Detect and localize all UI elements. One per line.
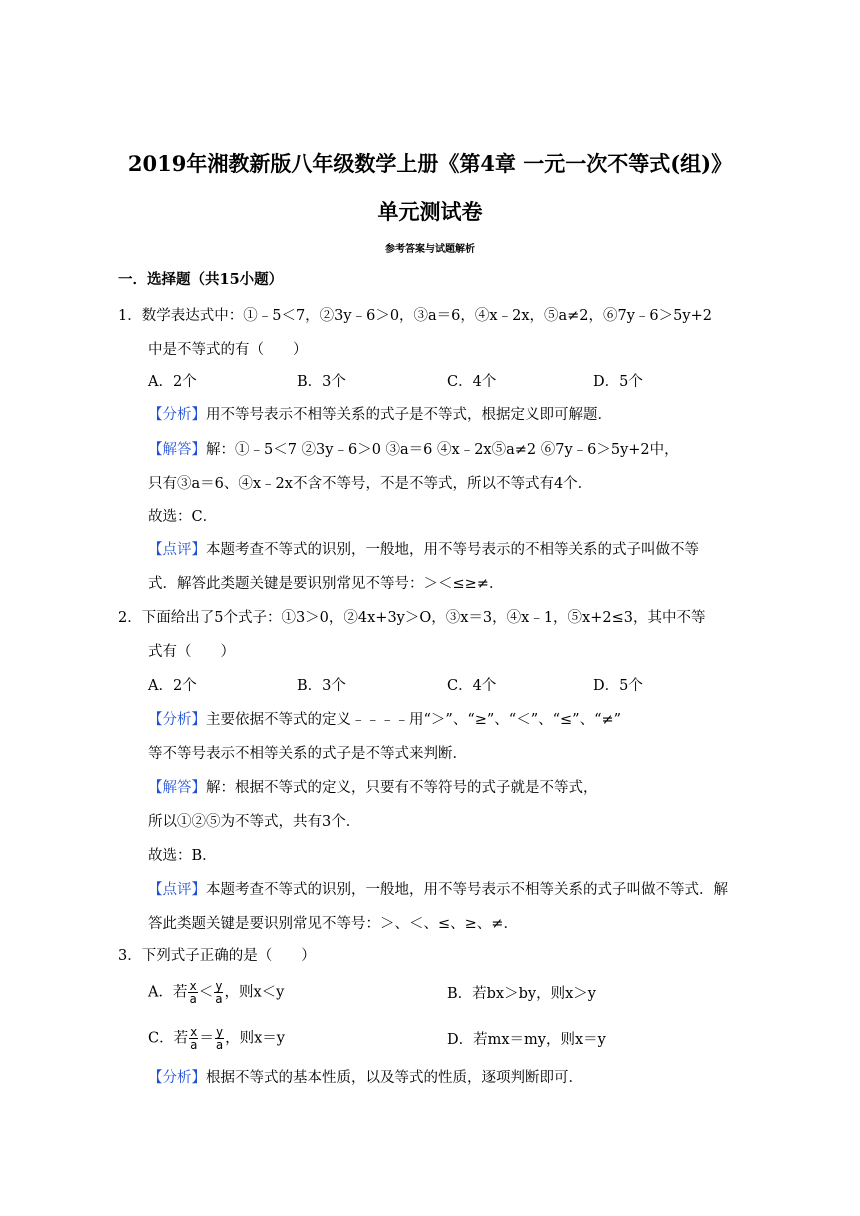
q1-choice: 故选：C． [148, 509, 218, 525]
fraction-denominator: a [190, 1038, 198, 1052]
q1-comment-line1 [148, 540, 699, 560]
document-subtitle: 参考答案与试题解析 [385, 244, 475, 255]
q3-option-b: B．若bx＞by，则x＞y [447, 986, 596, 1002]
q2-answer-line1 [148, 778, 598, 798]
q3-option-a [148, 980, 284, 1005]
q2-answer-line2: 所以①②⑤为不等式，共有3个． [148, 814, 361, 830]
q2-choice: 故选：B． [148, 848, 217, 864]
q3-analysis [148, 1068, 583, 1088]
q3-c-operator: ＝ [199, 1030, 214, 1047]
q3-option-d: D．若mx＝my，则x＝y [447, 1032, 606, 1048]
fraction-numerator: x [190, 1025, 198, 1039]
q3-c-suffix: ，则x＝y [225, 1030, 285, 1047]
q3-a-suffix: ，则x＜y [224, 984, 285, 1001]
q2-comment-line2: 答此类题关键是要识别常见不等号：＞、＜、≤、≥、≠． [148, 916, 518, 932]
q2-analysis-text1: 主要依据不等式的定义﹣﹣﹣﹣用“＞”、“≥”、“＜”、“≤”、“≠” [206, 712, 622, 728]
q2-stem-line2: 式有（ ） [148, 644, 235, 660]
fraction-denominator: a [215, 1038, 224, 1052]
q3-analysis-text: 根据不等式的基本性质，以及等式的性质，逐项判断即可． [206, 1070, 583, 1086]
analysis-tag: 【分析】 [148, 407, 206, 423]
q1-option-a: A．2个 [148, 374, 197, 390]
document-title-line2: 单元测试卷 [377, 199, 483, 224]
document-title-line1: 2019年湘教新版八年级数学上册《第4章 一元一次不等式(组)》 [127, 151, 733, 176]
q3-stem: 3．下列式子正确的是（ ） [118, 948, 316, 964]
q1-comment-text1: 本题考查不等式的识别，一般地，用不等号表示的不相等关系的式子叫做不等 [206, 542, 699, 558]
q2-option-d: D．5个 [593, 678, 643, 694]
q2-comment-line1 [148, 880, 728, 900]
q2-option-c: C．4个 [447, 678, 497, 694]
q1-stem-line2: 中是不等式的有（ ） [148, 342, 308, 358]
section-heading: 一．选择题（共15小题） [118, 271, 284, 288]
q2-option-a: A．2个 [148, 678, 197, 694]
q2-stem-line1: 2．下面给出了5个式子：①3＞0，②4x+3y＞O，③x＝3，④x﹣1，⑤x+2≤3，其中不等 [118, 610, 706, 626]
fraction [214, 980, 223, 1005]
fraction-numerator: x [189, 979, 197, 993]
q3-c-prefix: C．若 [148, 1030, 189, 1047]
fraction [188, 980, 197, 1005]
fraction-denominator: a [215, 992, 223, 1006]
q1-option-c: C．4个 [447, 374, 497, 390]
q1-answer-line1 [148, 440, 679, 460]
q1-option-d: D．5个 [593, 374, 643, 390]
answer-tag: 【解答】 [148, 442, 206, 458]
fraction [189, 1026, 198, 1051]
q2-option-b: B．3个 [297, 678, 346, 694]
q2-analysis-line1 [148, 710, 621, 730]
q1-analysis-text: 用不等号表示不相等关系的式子是不等式，根据定义即可解题． [206, 407, 612, 423]
answer-tag: 【解答】 [148, 780, 206, 796]
fraction-numerator: y [215, 1025, 224, 1039]
analysis-tag: 【分析】 [148, 712, 206, 728]
q1-answer-text1: 解：①﹣5＜7 ②3y﹣6＞0 ③a＝6 ④x﹣2x⑤a≠2 ⑥7y﹣6＞5y+2中， [206, 442, 679, 458]
q1-answer-line2: 只有③a＝6、④x﹣2x不含不等号，不是不等式，所以不等式有4个． [148, 476, 593, 492]
q3-a-operator: ＜ [198, 984, 214, 1001]
q2-analysis-line2: 等不等号表示不相等关系的式子是不等式来判断． [148, 746, 467, 762]
q1-stem-line1: 1．数学表达式中：①﹣5＜7，②3y﹣6＞0，③a＝6，④x﹣2x，⑤a≠2，⑥7y﹣6＞5y+2 [118, 308, 712, 324]
q2-answer-text1: 解：根据不等式的定义，只要有不等符号的式子就是不等式， [206, 780, 598, 796]
q1-analysis [148, 405, 612, 425]
fraction-numerator: y [215, 979, 223, 993]
q1-option-b: B．3个 [297, 374, 346, 390]
q3-option-c [148, 1026, 285, 1051]
comment-tag: 【点评】 [148, 542, 206, 558]
analysis-tag: 【分析】 [148, 1070, 206, 1086]
q1-comment-line2: 式．解答此类题关键是要识别常见不等号：＞＜≤≥≠． [148, 576, 504, 592]
fraction-denominator: a [189, 992, 197, 1006]
comment-tag: 【点评】 [148, 882, 206, 898]
q3-a-prefix: A．若 [148, 984, 188, 1001]
q2-comment-text1: 本题考查不等式的识别，一般地，用不等号表示不相等关系的式子叫做不等式．解 [206, 882, 728, 898]
fraction [215, 1026, 224, 1051]
